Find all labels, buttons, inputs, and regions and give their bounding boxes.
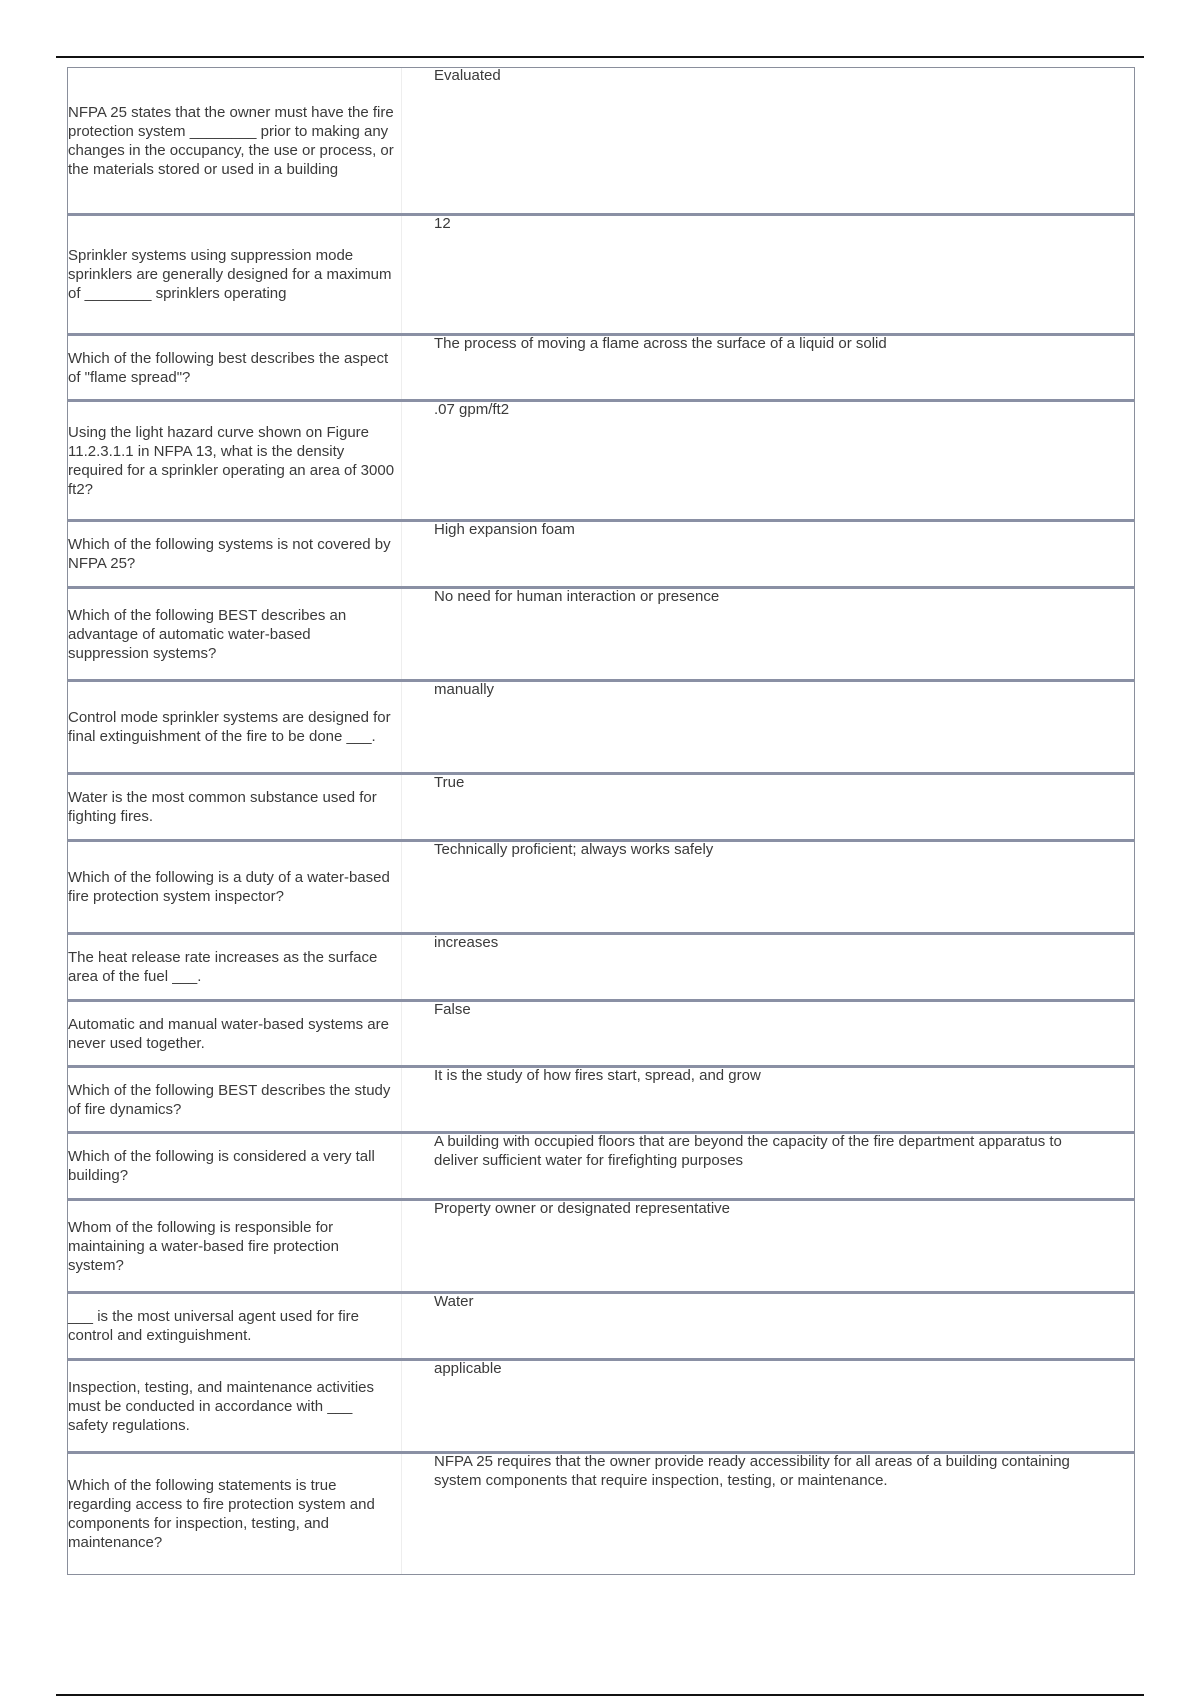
question-cell xyxy=(68,1454,402,1574)
answer-cell: NFPA 25 requires that the owner provide ready accessibility for all areas of a building containing system components that require inspection, testing, or maintenance. xyxy=(434,1453,1070,1489)
table-row xyxy=(68,935,1134,1002)
question-cell xyxy=(68,1201,402,1291)
answer-cell: No need for human interaction or presence xyxy=(434,588,720,605)
answer-cell: increases xyxy=(434,934,499,951)
table-row xyxy=(68,682,1134,775)
question-text: Which of the following BEST describes an advantage of automatic water-based suppression systems? xyxy=(68,606,347,662)
table-row xyxy=(68,589,1134,682)
question-text: Which of the following statements is true regarding access to fire protection system and components for inspection, testing, and maintenance? xyxy=(68,1477,375,1551)
question-text: Sprinkler systems using suppression mode sprinklers are generally designed for a maximum of ________ sprinklers operating xyxy=(68,247,392,302)
question-cell xyxy=(68,68,402,213)
question-text: ___ is the most universal agent used for fire control and extinguishment. xyxy=(68,1308,359,1344)
question-cell xyxy=(68,216,402,333)
question-cell xyxy=(68,589,402,679)
table-row xyxy=(68,842,1134,935)
answer-cell: Technically proficient; always works safely xyxy=(434,841,714,858)
table-row xyxy=(68,1361,1134,1454)
table-row xyxy=(68,1454,1134,1574)
answer-cell: False xyxy=(434,1001,471,1018)
answer-cell: It is the study of how fires start, spread, and grow xyxy=(434,1067,761,1084)
table-row xyxy=(68,216,1134,336)
question-text: Which of the following is a duty of a water-based fire protection system inspector? xyxy=(68,869,390,905)
top-rule xyxy=(56,56,1144,58)
answer-cell: manually xyxy=(434,681,495,698)
question-text: Inspection, testing, and maintenance activities must be conducted in accordance with ___ safety regulations. xyxy=(68,1378,375,1434)
question-cell xyxy=(68,842,402,932)
question-text: Water is the most common substance used for fighting fires. xyxy=(68,789,377,825)
answer-cell: .07 gpm/ft2 xyxy=(434,401,510,418)
question-text: Which of the following BEST describes the study of fire dynamics? xyxy=(68,1081,391,1118)
question-text: Automatic and manual water-based systems are never used together. xyxy=(68,1015,389,1052)
answer-cell: applicable xyxy=(434,1360,502,1377)
question-text: Control mode sprinkler systems are designed for final extinguishment of the fire to be done ___. xyxy=(68,709,391,745)
table-row xyxy=(68,336,1134,402)
table-row xyxy=(68,402,1134,522)
question-text: Using the light hazard curve shown on Figure 11.2.3.1.1 in NFPA 13, what is the density required for a sprinkler operating an area of 3000 ft2? xyxy=(68,423,395,498)
answer-cell: A building with occupied floors that are beyond the capacity of the fire department apparatus to deliver sufficient water for firefighting purposes xyxy=(434,1133,1062,1169)
table-row xyxy=(68,1134,1134,1201)
table-row xyxy=(68,775,1134,842)
answer-cell: 12 xyxy=(434,215,451,232)
answer-cell: True xyxy=(434,774,465,791)
question-cell xyxy=(68,1068,402,1131)
qa-table xyxy=(67,67,1135,1575)
question-cell xyxy=(68,1002,402,1065)
question-cell xyxy=(68,522,402,586)
question-cell xyxy=(68,336,402,399)
answer-cell: The process of moving a flame across the surface of a liquid or solid xyxy=(434,335,887,352)
table-row xyxy=(68,68,1134,216)
question-cell xyxy=(68,1134,402,1198)
answer-cell: High expansion foam xyxy=(434,521,575,538)
question-text: Whom of the following is responsible for maintaining a water-based fire protection system? xyxy=(68,1218,339,1274)
question-cell xyxy=(68,1361,402,1451)
question-text: Which of the following is considered a very tall building? xyxy=(68,1148,375,1184)
question-cell xyxy=(68,402,402,519)
answer-cell: Evaluated xyxy=(434,67,501,84)
question-text: The heat release rate increases as the surface area of the fuel ___. xyxy=(68,949,378,985)
table-row xyxy=(68,1294,1134,1361)
answer-cell: Property owner or designated representative xyxy=(434,1200,731,1217)
table-row xyxy=(68,1201,1134,1294)
question-text: NFPA 25 states that the owner must have the fire protection system ________ prior to making any changes in the occupancy, the use or process, or the materials stored or used in a building xyxy=(68,103,394,178)
answer-cell: Water xyxy=(434,1293,474,1310)
question-cell xyxy=(68,775,402,839)
table-row xyxy=(68,1002,1134,1068)
question-cell xyxy=(68,935,402,999)
table-row xyxy=(68,522,1134,589)
question-cell xyxy=(68,682,402,772)
question-text: Which of the following best describes the aspect of "flame spread"? xyxy=(68,349,389,386)
bottom-rule xyxy=(56,1694,1144,1696)
table-row xyxy=(68,1068,1134,1134)
question-cell xyxy=(68,1294,402,1358)
question-text: Which of the following systems is not covered by NFPA 25? xyxy=(68,536,391,572)
